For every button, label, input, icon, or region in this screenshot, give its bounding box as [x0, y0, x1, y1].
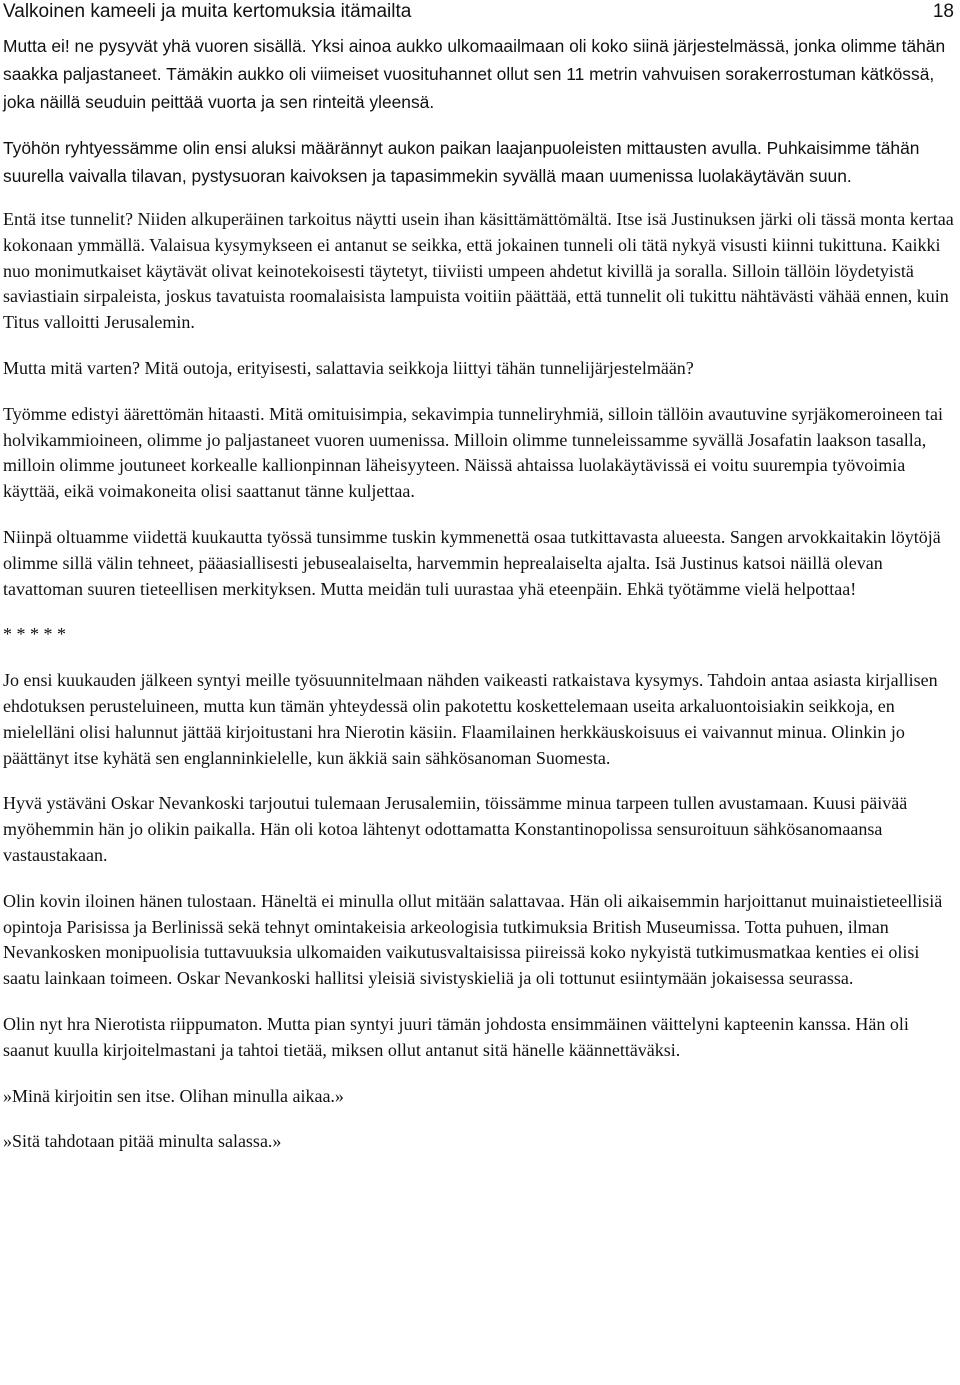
paragraph-4: Mutta mitä varten? Mitä outoja, erityisesti, salattavia seikkoja liittyi tähän tunnelijärjestelmään?	[3, 357, 694, 378]
paragraph-5: Työmme edistyi äärettömän hitaasti. Mitä omituisimpia, sekavimpia tunneliryhmiä, silloin tällöin avautuvine syrjäkomeroineen tai holvikammioineen, olimme jo paljastaneet vuoren uumenissa. Milloin olimme tunneleissamme syvällä Josafatin laakson tasalla, milloin olimme joutuneet korkealle kallionpinnan läheisyyteen. Näissä ahtaissa luolakäytävissä ei voitu suurempia työvoimia käyttää, eikä voimakoneita olisi saattanut tänne kuljettaa.	[3, 403, 944, 502]
paragraph-10: Olin nyt hra Nierotista riippumaton. Mutta pian syntyi juuri tämän johdosta ensimmäinen väittelyni kapteenin kanssa. Hän oli saanut kuulla kirjoitelmastani ja tahtoi tietää, miksen ollut antanut sitä hänelle käännettäväksi.	[3, 1013, 909, 1060]
paragraph-3: Entä itse tunnelit? Niiden alkuperäinen tarkoitus näytti usein ihan käsittämättömältä. Itse isä Justinuksen järki oli tässä monta kertaa kokonaan ymmällä. Valaisua kysymykseen ei antanut se seikka, että jokainen tunneli oli tätä nykyä visusti kiinni tukittuna. Kaikki nuo monimutkaiset käytävät olivat keinotekoisesti täytetyt, tiiviisti umpeen ahdetut kivillä ja soralla. Silloin tällöin löydetyistä saviastiain sirpaleista, joskus tavatuista roomalaisista lampuista voitiin päättää, että tunnelit oli tukittu nähtävästi vähää ennen, kuin Titus valloitti Jerusalemin.	[3, 209, 954, 333]
paragraph-1: Mutta ei! ne pysyvät yhä vuoren sisällä. Yksi ainoa aukko ulkomaailmaan oli koko siinä järjestelmässä, jonka olimme tähän saakka paljastaneet. Tämäkin aukko oli viimeiset vuosituhannet ollut sen 11 metrin vahvuisen sorakerrostuman kätkössä, joka näillä seuduin peittää vuorta ja sen rinteitä yleensä.	[3, 36, 946, 112]
paragraph-12: »Sitä tahdotaan pitää minulta salassa.»	[3, 1131, 282, 1152]
page-header	[3, 0, 956, 24]
book-title: Valkoinen kameeli ja muita kertomuksia itämailta	[3, 1, 412, 22]
paragraph-7: Jo ensi kuukauden jälkeen syntyi meille työsuunnitelmaan nähden vaikeasti ratkaistava kysymys. Tahdoin antaa asiasta kirjallisen ehdotuksen perusteluineen, mutta kun tämän yhteydessä olin pakotettu koskettelemaan useita arkaluontoisiakin seikkoja, en mielelläni olisi halunnut jättää kirjoitustani hra Nierotin käsiin. Flaamilainen herkkäuskoisuus ei vaivannut minua. Olinkin jo päättänyt itse kyhätä sen englanninkielelle, kun äkkiä sain sähkösanoman Suomesta.	[3, 670, 938, 768]
paragraph-8: Hyvä ystäväni Oskar Nevankoski tarjoutui tulemaan Jerusalemiin, töissämme minua tarpeen tullen avustamaan. Kuusi päivää myöhemmin hän jo olikin paikalla. Hän oli kotoa lähtenyt odottamatta Konstantinopolissa sensuroituun sähkösanomaansa vastaustakaan.	[3, 793, 908, 865]
paragraph-9: Olin kovin iloinen hänen tulostaan. Häneltä ei minulla ollut mitään salattavaa. Hän oli aikaisemmin harjoittanut muinaistieteellisiä opintoja Parisissa ja Berlinissä sekä tehnyt omintakeisia arkeologisia tutkimuksia British Museumissa. Totta puhuen, ilman Nevankosken monipuolisia tuttavuuksia ulkomaiden vaikutusvaltaisissa piireissä koko nykyistä tutkimusmatkaa kenties ei olisi saatu lainkaan toimeen. Oskar Nevankoski hallitsi yleisiä sivistyskieliä ja oli tottunut esiintymään jokaisessa seurassa.	[3, 890, 943, 989]
document-body	[3, 32, 956, 1155]
paragraph-11: »Minä kirjoitin sen itse. Olihan minulla aikaa.»	[3, 1085, 344, 1106]
section-separator: * * * * *	[3, 624, 66, 645]
paragraph-6: Niinpä oltuamme viidettä kuukautta työssä tunsimme tuskin kymmenettä osaa tutkittavasta alueesta. Sangen arvokkaitakin löytöjä olimme sillä välin tehneet, pääasiallisesti jebusealaiselta, harvemmin heprealaiselta ajalta. Isä Justinus katsoi näillä olevan tavattoman suuren tieteellisen merkityksen. Mutta meidän tuli uurastaa yhä eteenpäin. Ehkä työtämme vielä helpottaa!	[3, 526, 941, 599]
paragraph-2: Työhön ryhtyessämme olin ensi aluksi määrännyt aukon paikan laajanpuoleisten mittausten avulla. Puhkaisimme tähän suurella vaivalla tilavan, pystysuoran kaivoksen ja tapasimmekin syvällä maan uumenissa luolakäytävän suun.	[3, 138, 920, 186]
page-number: 18	[932, 1, 954, 22]
